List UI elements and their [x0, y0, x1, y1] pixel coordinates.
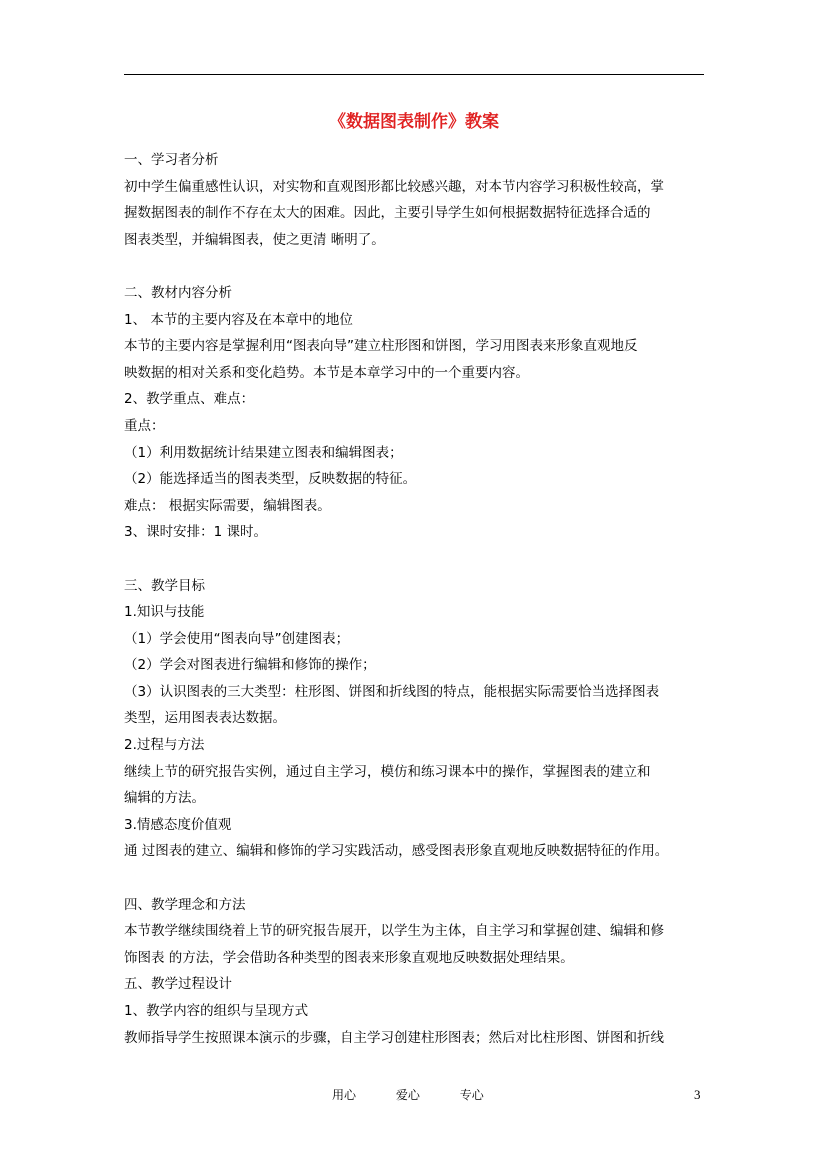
body-line: （3）认识图表的三大类型：柱形图、饼图和折线图的特点，能根据实际需要恰当选择图表 — [124, 683, 660, 700]
body-line: 重点： — [124, 417, 165, 434]
body-line: 3.情感态度价值观 — [124, 816, 232, 833]
blank-line — [124, 253, 706, 280]
body-line: 二、教材内容分析 — [124, 284, 232, 301]
body-line: 本节教学继续围绕着上节的研究报告展开，以学生为主体，自主学习和掌握创建、编辑和修 — [124, 923, 664, 940]
footer-motto-word: 专心 — [459, 1088, 484, 1102]
body-line: 类型，运用图表表达数据。 — [124, 710, 286, 727]
page-number: 3 — [694, 1087, 701, 1102]
document-body — [124, 147, 706, 1051]
body-line: 映数据的相对关系和变化趋势。本节是本章学习中的一个重要内容。 — [124, 364, 529, 381]
body-line: 本节的主要内容是掌握利用“图表向导”建立柱形图和饼图，学习用图表来形象直观地反 — [124, 338, 638, 355]
body-line: 教师指导学生按照课本演示的步骤，自主学习创建柱形图表；然后对比柱形图、饼图和折线 — [124, 1029, 664, 1046]
body-line: 2.过程与方法 — [124, 737, 205, 754]
body-line: 继续上节的研究报告实例，通过自主学习，模仿和练习课本中的操作，掌握图表的建立和 — [124, 763, 651, 780]
body-line: 五、教学过程设计 — [124, 976, 232, 993]
body-line: 三、教学目标 — [124, 577, 205, 594]
header-rule — [124, 74, 704, 75]
body-line: 1、 本节的主要内容及在本章中的地位 — [124, 311, 353, 328]
body-line: 饰图表 的方法，学会借助各种类型的图表来形象直观地反映数据处理结果。 — [124, 949, 574, 966]
body-line: 四、教学理念和方法 — [124, 896, 246, 913]
blank-line — [124, 865, 706, 892]
body-line: 图表类型，并编辑图表，使之更清 晰明了。 — [124, 231, 385, 248]
body-line: 3、课时安排：1 课时。 — [124, 524, 267, 541]
body-line: （1）利用数据统计结果建立图表和编辑图表； — [124, 444, 403, 461]
body-line: 1.知识与技能 — [124, 604, 205, 621]
footer-motto-word: 用心 — [332, 1088, 357, 1102]
page-footer — [0, 1085, 827, 1105]
blank-line — [124, 546, 706, 573]
body-line: 一、学习者分析 — [124, 152, 219, 168]
body-line: （2）学会对图表进行编辑和修饰的操作； — [124, 657, 376, 674]
document-title: 《数据图表制作》教案 — [329, 112, 499, 132]
body-line: （1）学会使用“图表向导”创建图表； — [124, 630, 350, 647]
footer-motto — [332, 1085, 520, 1105]
body-line: 握数据图表的制作不存在太大的困难。因此，主要引导学生如何根据数据特征选择合适的 — [124, 205, 651, 222]
body-line: 1、教学内容的组织与呈现方式 — [124, 1003, 309, 1019]
body-line: （2）能选择适当的图表类型，反映数据的特征。 — [124, 471, 417, 488]
body-line: 编辑的方法。 — [124, 790, 205, 807]
body-line: 通 过图表的建立、编辑和修饰的学习实践活动，感受图表形象直观地反映数据特征的作用。 — [124, 843, 669, 860]
footer-motto-word: 爱心 — [395, 1088, 420, 1102]
body-line: 2、教学重点、难点： — [124, 391, 255, 408]
body-line: 难点： 根据实际需要，编辑图表。 — [124, 497, 331, 514]
body-line: 初中学生偏重感性认识，对实物和直观图形都比较感兴趣，对本节内容学习积极性较高，掌 — [124, 178, 664, 195]
